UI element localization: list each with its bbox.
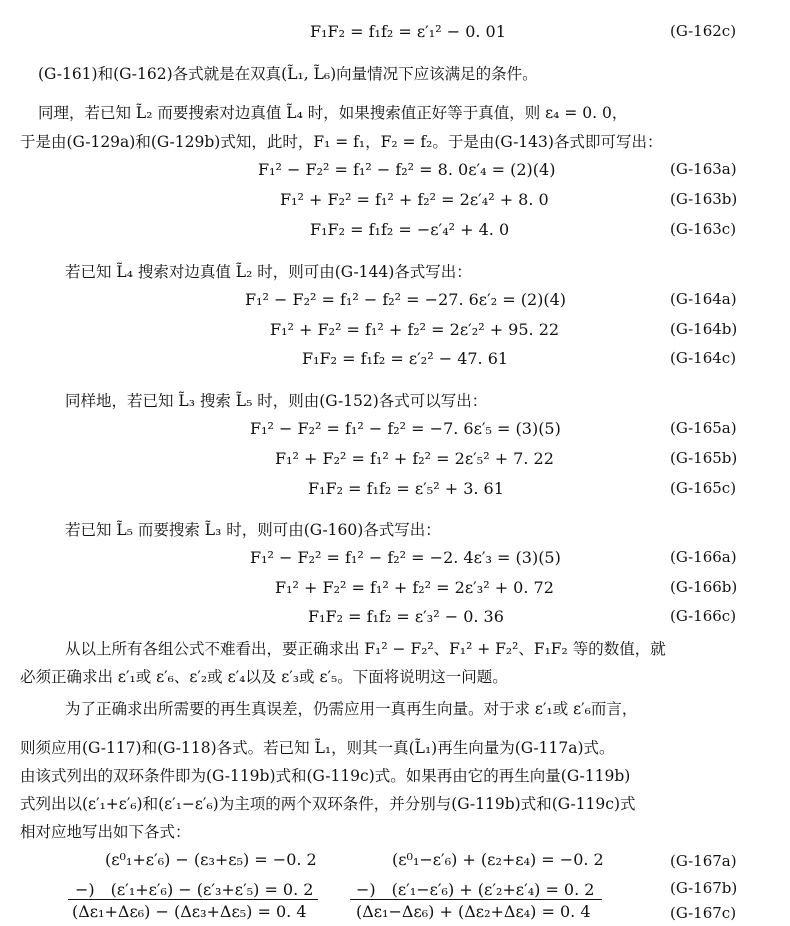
subtraction-rule-right xyxy=(350,899,602,900)
equation-label-g167c: (G-167c) xyxy=(670,904,737,922)
subtraction-rule-left xyxy=(68,899,318,900)
equation-g167a-left: (ε⁰₁+ε′₆) − (ε₃+ε₅) = −0. 2 xyxy=(105,850,317,869)
paragraph-line: 于是由(G-129a)和(G-129b)式知，此时，F₁ = f₁，F₂ = f₂。于是由(G-143)各式即可写出： xyxy=(20,133,663,151)
equation-label-g166a: (G-166a) xyxy=(670,548,737,566)
paragraph-line: 若已知 L̃₅ 而要搜索 L̃₃ 时，则可由(G-160)各式写出： xyxy=(65,521,441,539)
equation-label-g167a: (G-167a) xyxy=(670,852,737,870)
equation-label-g163a: (G-163a) xyxy=(670,160,737,178)
equation-label-g165b: (G-165b) xyxy=(670,449,738,467)
equation-g162c: F₁F₂ = f₁f₂ = ε′₁² − 0. 01 xyxy=(310,22,506,41)
equation-g164a: F₁² − F₂² = f₁² − f₂² = −27. 6ε′₂ = (2)(4) xyxy=(245,290,567,309)
equation-label-g164b: (G-164b) xyxy=(670,320,738,338)
paragraph-line: 同理，若已知 L̃₂ 而要搜索对边真值 L̃₄ 时，如果搜索值正好等于真值，则 ε₄ = 0. 0， xyxy=(38,104,628,122)
paragraph-line: 由该式列出的双环条件即为(G-119b)式和(G-119c)式。如果再由它的再生向量(G-119b) xyxy=(20,767,631,785)
equation-g167b-right: −) (ε′₁−ε′₆) + (ε′₂+ε′₄) = 0. 2 xyxy=(356,880,595,899)
equation-label-g165c: (G-165c) xyxy=(670,479,737,497)
paragraph-line: (G-161)和(G-162)各式就是在双真(L̃₁, L̃₆)向量情况下应该满足的条件。 xyxy=(38,65,538,83)
equation-g163b: F₁² + F₂² = f₁² + f₂² = 2ε′₄² + 8. 0 xyxy=(280,190,549,209)
paragraph-line: 从以上所有各组公式不难看出，要正确求出 F₁² − F₂²、F₁² + F₂²、F₁F₂ 等的数值，就 xyxy=(65,640,666,658)
paragraph-line: 同样地，若已知 L̃₃ 搜索 L̃₅ 时，则由(G-152)各式可以写出： xyxy=(65,392,488,410)
equation-g167c-left: (Δε₁+Δε₆) − (Δε₃+Δε₅) = 0. 4 xyxy=(72,902,307,921)
equation-label-g163b: (G-163b) xyxy=(670,190,738,208)
equation-label-g164c: (G-164c) xyxy=(670,349,737,367)
equation-g167b-left: −) (ε′₁+ε′₆) − (ε′₃+ε′₅) = 0. 2 xyxy=(75,880,314,899)
equation-label-g166c: (G-166c) xyxy=(670,607,737,625)
paragraph-line: 为了正确求出所需要的再生真误差，仍需应用一真再生向量。对于求 ε′₁或 ε′₆而言， xyxy=(65,700,638,718)
equation-g166c: F₁F₂ = f₁f₂ = ε′₃² − 0. 36 xyxy=(308,607,504,626)
paragraph-line: 必须正确求出 ε′₁或 ε′₆、ε′₂或 ε′₄以及 ε′₃或 ε′₅。下面将说明这一问题。 xyxy=(20,668,508,686)
equation-g165b: F₁² + F₂² = f₁² + f₂² = 2ε′₅² + 7. 22 xyxy=(275,449,554,468)
equation-label-g165a: (G-165a) xyxy=(670,419,737,437)
equation-label-g164a: (G-164a) xyxy=(670,290,737,308)
paragraph-line: 式列出以(ε′₁+ε′₆)和(ε′₁−ε′₆)为主项的两个双环条件，并分别与(G-119b)式和(G-119c)式 xyxy=(20,795,636,813)
equation-g165c: F₁F₂ = f₁f₂ = ε′₅² + 3. 61 xyxy=(308,479,504,498)
equation-g166b: F₁² + F₂² = f₁² + f₂² = 2ε′₃² + 0. 72 xyxy=(275,578,554,597)
paragraph-line: 若已知 L̃₄ 搜索对边真值 L̃₂ 时，则可由(G-144)各式写出： xyxy=(65,263,472,281)
paragraph-line: 则须应用(G-117)和(G-118)各式。若已知 L̃₁，则其一真(L̃₁)再生向量为(G-117a)式。 xyxy=(20,739,615,757)
equation-g167a-right: (ε⁰₁−ε′₆) + (ε₂+ε₄) = −0. 2 xyxy=(392,850,604,869)
equation-label-g163c: (G-163c) xyxy=(670,220,737,238)
equation-g165a: F₁² − F₂² = f₁² − f₂² = −7. 6ε′₅ = (3)(5) xyxy=(250,419,561,438)
equation-label-g167b: (G-167b) xyxy=(670,879,738,897)
equation-g163c: F₁F₂ = f₁f₂ = −ε′₄² + 4. 0 xyxy=(310,220,510,239)
equation-g167c-right: (Δε₁−Δε₆) + (Δε₂+Δε₄) = 0. 4 xyxy=(356,902,591,921)
equation-g166a: F₁² − F₂² = f₁² − f₂² = −2. 4ε′₃ = (3)(5) xyxy=(250,548,561,567)
equation-g163a: F₁² − F₂² = f₁² − f₂² = 8. 0ε′₄ = (2)(4) xyxy=(258,160,556,179)
paragraph-line: 相对应地写出如下各式： xyxy=(20,823,191,841)
equation-label-g166b: (G-166b) xyxy=(670,578,738,596)
equation-label-g162c: (G-162c) xyxy=(670,22,737,40)
equation-g164b: F₁² + F₂² = f₁² + f₂² = 2ε′₂² + 95. 22 xyxy=(270,320,560,339)
equation-g164c: F₁F₂ = f₁f₂ = ε′₂² − 47. 61 xyxy=(302,349,509,368)
